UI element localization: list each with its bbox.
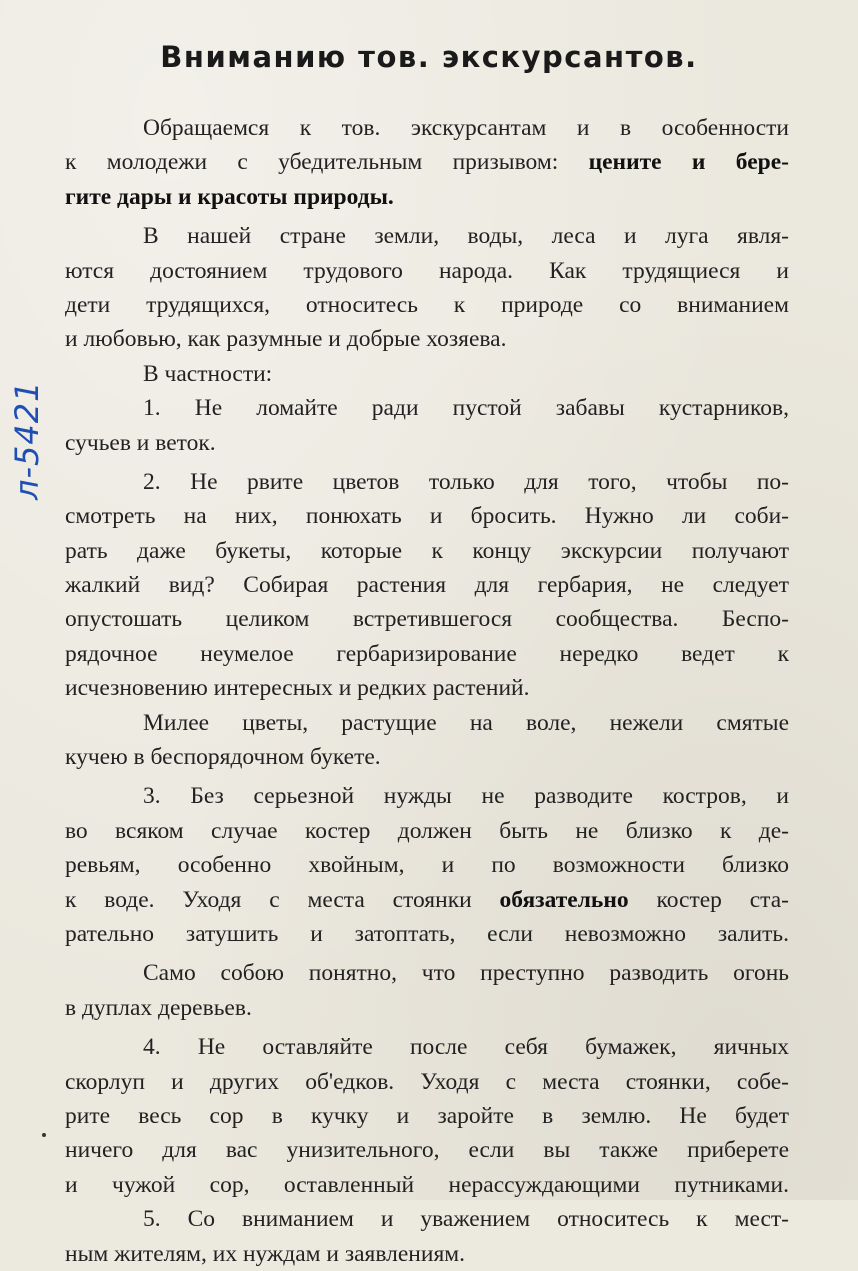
- margin-dot: [42, 1133, 46, 1137]
- text-line: ничего для вас унизительного, если вы также приберете: [65, 1137, 789, 1164]
- text-line: 2. Не рвите цветов только для того, чтобы по-: [143, 468, 789, 495]
- line-segment: к молодежи с убедительным призывом:: [65, 149, 589, 176]
- emphasis-text: цените и бере-: [588, 149, 789, 176]
- text-line: дети трудящихся, относитесь к природе со вниманием: [65, 291, 789, 318]
- text-line: рите весь сор в кучку и заройте в землю. Не будет: [65, 1102, 789, 1129]
- text-line: [65, 180, 789, 214]
- text-line: Милее цветы, растущие на воле, нежели смятые: [143, 709, 789, 736]
- text-line: рядочное неумелое гербаризирование нередко ведет к: [65, 640, 789, 667]
- text-line: ревьям, особенно хвойным, и по возможности близко: [65, 852, 789, 879]
- text-line: 5. Со вниманием и уважением относитесь к мест-: [143, 1206, 789, 1233]
- text-line: [65, 883, 789, 917]
- text-line: смотреть на них, понюхать и бросить. Нужно ли соби-: [65, 503, 789, 530]
- text-line: В частности:: [143, 360, 273, 387]
- text-line: 4. Не оставляйте после себя бумажек, яичных: [143, 1034, 789, 1061]
- text-line: ным жителям, их нуждам и заявлениям.: [65, 1240, 465, 1267]
- text-line: жалкий вид? Собирая растения для гербария, не следует: [65, 572, 789, 599]
- text-line: в дуплах деревьев.: [65, 994, 252, 1021]
- text-line: рать даже букеты, которые к концу экскурсии получают: [65, 537, 789, 564]
- text-line: скорлуп и других об'едков. Уходя с места стоянки, собе-: [65, 1068, 789, 1095]
- text-line: и чужой сор, оставленный нерассуждающими путниками.: [65, 1171, 789, 1198]
- text-line: и любовью, как разумные и добрые хозяева.: [65, 326, 507, 353]
- document-body: [65, 111, 789, 1271]
- text-line: 1. Не ломайте ради пустой забавы кустарников,: [143, 395, 789, 422]
- text-line: во всяком случае костер должен быть не близко к де-: [65, 817, 789, 844]
- text-line: рательно затушить и затоптать, если невозможно залить.: [65, 920, 789, 947]
- text-line: опустошать целиком встретившегося сообщества. Беспо-: [65, 606, 789, 633]
- text-line: ются достоянием трудового народа. Как трудящиеся и: [65, 257, 789, 284]
- text-line: Само собою понятно, что преступно разводить огонь: [143, 960, 789, 987]
- emphasis-text: обязательно: [499, 886, 629, 913]
- text-line: Обращаемся к тов. экскурсантам и в особенности: [143, 115, 789, 141]
- text-line: [65, 145, 789, 179]
- text-line: 3. Без серьезной нужды не разводите костров, и: [143, 783, 789, 810]
- text-line: исчезновению интересных и редких растений.: [65, 675, 530, 702]
- line-segment: костер ста-: [628, 886, 789, 913]
- document-title: Вниманию тов. экскурсантов.: [160, 40, 698, 74]
- text-line: сучьев и веток.: [65, 429, 216, 456]
- line-segment: к воде. Уходя с места стоянки: [65, 886, 500, 913]
- emphasis-text: гите дары и красоты природы.: [65, 183, 394, 210]
- handwritten-inventory-number: л-5421: [8, 380, 46, 500]
- text-line: кучею в беспорядочном букете.: [65, 744, 381, 771]
- text-line: В нашей стране земли, воды, леса и луга явля-: [143, 223, 789, 250]
